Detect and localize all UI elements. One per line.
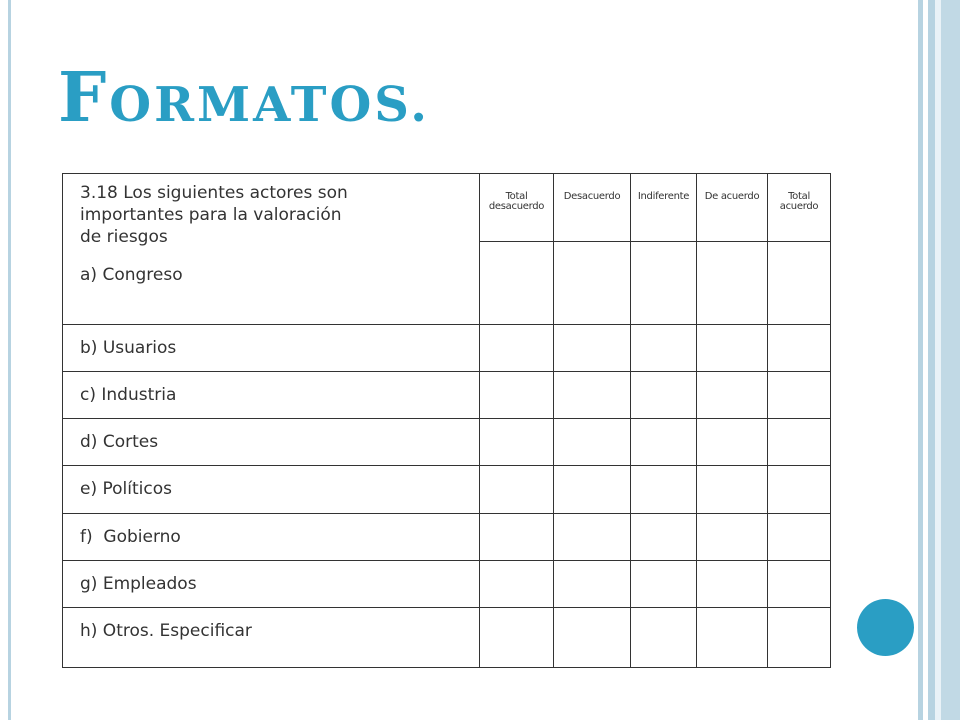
answer-cell[interactable] [480, 466, 554, 514]
answer-cell[interactable] [768, 561, 831, 608]
table-row [63, 561, 831, 608]
answer-cell[interactable] [480, 514, 554, 561]
column-header-total-acuerdo: Total acuerdo [768, 174, 831, 242]
answer-cell[interactable] [697, 466, 768, 514]
slide-frame-right-stripe [941, 0, 960, 720]
answer-cell[interactable] [480, 419, 554, 466]
item-label-g: g) Empleados [80, 574, 197, 594]
answer-cell[interactable] [631, 561, 697, 608]
slide-frame-left [8, 0, 11, 720]
answer-cell[interactable] [554, 419, 631, 466]
answer-cell[interactable] [554, 325, 631, 372]
answer-cell[interactable] [554, 372, 631, 419]
slide-title-rest: ORMATOS. [109, 77, 430, 133]
answer-cell[interactable] [631, 419, 697, 466]
slide-frame-right-stripe [918, 0, 923, 720]
answer-cell[interactable] [768, 514, 831, 561]
answer-cell[interactable] [631, 608, 697, 668]
question-cell [63, 174, 480, 325]
item-label-b: b) Usuarios [80, 338, 177, 358]
answer-cell[interactable] [480, 242, 554, 325]
item-label-c: c) Industria [80, 385, 177, 405]
item-label-f: f) Gobierno [80, 527, 181, 547]
column-header-de-acuerdo: De acuerdo [697, 174, 768, 242]
decorative-circle [857, 599, 914, 656]
answer-cell[interactable] [697, 242, 768, 325]
item-label-e: e) Políticos [80, 479, 172, 499]
column-header-total-desacuerdo: Total desacuerdo [480, 174, 554, 242]
answer-cell[interactable] [631, 466, 697, 514]
answer-cell[interactable] [480, 372, 554, 419]
answer-cell[interactable] [697, 325, 768, 372]
answer-cell[interactable] [480, 608, 554, 668]
table-row [63, 466, 831, 514]
table-row [63, 419, 831, 466]
answer-cell[interactable] [768, 325, 831, 372]
table-row [63, 325, 831, 372]
answer-cell[interactable] [768, 419, 831, 466]
answer-cell[interactable] [554, 608, 631, 668]
answer-cell[interactable] [697, 372, 768, 419]
answer-cell[interactable] [480, 325, 554, 372]
column-header-indiferente: Indiferente [631, 174, 697, 242]
answer-cell[interactable] [631, 372, 697, 419]
answer-cell[interactable] [768, 608, 831, 668]
answer-cell[interactable] [554, 242, 631, 325]
item-label-h: h) Otros. Especificar [80, 621, 252, 641]
answer-cell[interactable] [768, 466, 831, 514]
answer-cell[interactable] [554, 466, 631, 514]
table-row [63, 372, 831, 419]
table-row [63, 608, 831, 668]
answer-cell[interactable] [631, 242, 697, 325]
question-text: 3.18 Los siguientes actores son importantes para la valoración de riesgos [80, 183, 348, 247]
questionnaire-table [62, 173, 831, 668]
answer-cell[interactable] [768, 242, 831, 325]
item-label-d: d) Cortes [80, 432, 159, 452]
answer-cell[interactable] [554, 561, 631, 608]
slide-title-initial: F [58, 58, 110, 138]
answer-cell[interactable] [697, 514, 768, 561]
item-label-a: a) Congreso [80, 265, 183, 285]
answer-cell[interactable] [480, 561, 554, 608]
answer-cell[interactable] [631, 325, 697, 372]
answer-cell[interactable] [554, 514, 631, 561]
table-row [63, 514, 831, 561]
column-header-desacuerdo: Desacuerdo [554, 174, 631, 242]
answer-cell[interactable] [768, 372, 831, 419]
slide-title [58, 58, 430, 145]
answer-cell[interactable] [697, 561, 768, 608]
slide-frame-right-stripe [928, 0, 935, 720]
answer-cell[interactable] [631, 514, 697, 561]
answer-cell[interactable] [697, 419, 768, 466]
answer-cell[interactable] [697, 608, 768, 668]
